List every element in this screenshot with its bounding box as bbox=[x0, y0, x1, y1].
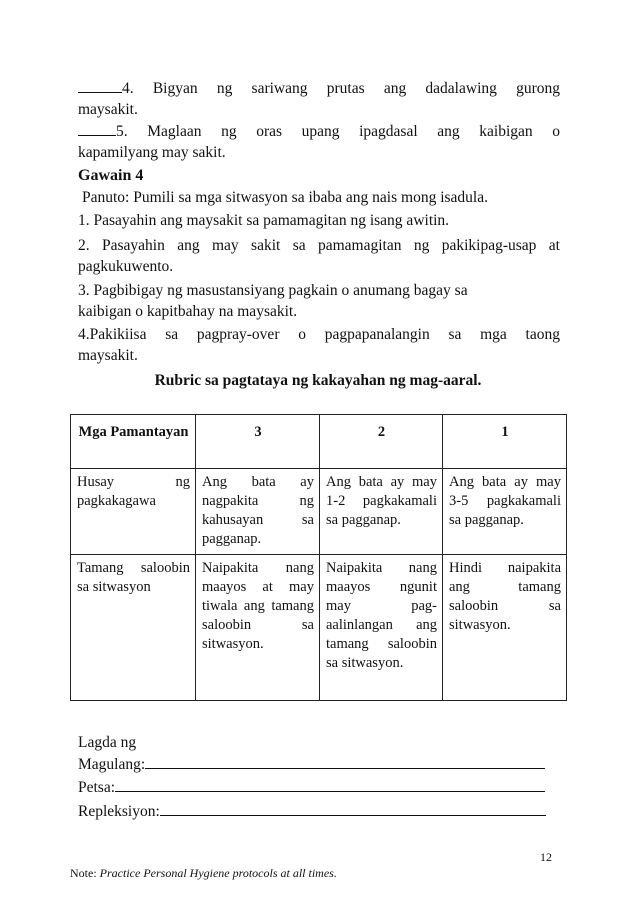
option-4-line1: 4.Pakikiisa sa pagpray-over o pagpapanalangin sa mga taong bbox=[78, 326, 560, 343]
table-row bbox=[71, 469, 567, 555]
repleksiyon-line bbox=[78, 800, 546, 822]
option-3-line1: 3. Pagbibigay ng masustansiyang pagkain o anumang bagay sa bbox=[78, 282, 468, 299]
panuto-text: Panuto: Pumili sa mga sitwasyon sa ibaba ang nais mong isadula. bbox=[82, 189, 488, 206]
option-2-line2: pagkukuwento. bbox=[78, 258, 174, 275]
note-label: Note: bbox=[70, 866, 97, 880]
rubric-title: Rubric sa pagtataya ng kakayahan ng mag-aaral. bbox=[154, 372, 482, 389]
item-4-line bbox=[78, 78, 560, 99]
option-2-line1: 2. Pasayahin ang may sakit sa pamamagitan ng pakikipag-usap at bbox=[78, 237, 560, 254]
petsa-signature-line bbox=[115, 776, 545, 792]
table-cell: Hindi naipakita ang tamang saloobin sa sitwasyon. bbox=[443, 555, 567, 701]
option-1: 1. Pasayahin ang maysakit sa pamamagitan ng isang awitin. bbox=[78, 212, 450, 229]
item-5-text: 5. Maglaan ng oras upang ipagdasal ang kaibigan o bbox=[116, 123, 560, 140]
rubric-header-row bbox=[71, 415, 567, 469]
table-cell: Husay ng pagkakagawa bbox=[71, 469, 196, 555]
repleksiyon-label: Repleksiyon: bbox=[78, 803, 160, 820]
page-number: 12 bbox=[540, 850, 552, 864]
table-row bbox=[71, 555, 567, 701]
header-score-1: 1 bbox=[443, 415, 567, 469]
item-5-blank bbox=[78, 123, 116, 140]
rubric-table bbox=[70, 414, 567, 701]
table-cell: Ang bata ay may 1-2 pagkakamali sa pagganap. bbox=[320, 469, 443, 555]
table-cell: Ang bata ay nagpakita ng kahusayan sa pagganap. bbox=[196, 469, 320, 555]
footer-note bbox=[70, 866, 337, 881]
petsa-line bbox=[78, 776, 545, 798]
lagda-label-line1: Lagda ng bbox=[78, 734, 137, 751]
item-5-line bbox=[78, 121, 560, 142]
lagda-line bbox=[78, 753, 545, 775]
repleksiyon-signature-line bbox=[160, 800, 546, 816]
item-5-continuation: kapamilyang may sakit. bbox=[78, 144, 226, 161]
table-cell: Naipakita nang maayos at may tiwala ang tamang saloobin sa sitwasyon. bbox=[196, 555, 320, 701]
table-cell: Tamang saloobin sa sitwasyon bbox=[71, 555, 196, 701]
note-text: Practice Personal Hygiene protocols at all times. bbox=[99, 866, 337, 880]
option-3-line2: kaibigan o kapitbahay na maysakit. bbox=[78, 303, 298, 320]
header-score-2: 2 bbox=[320, 415, 443, 469]
lagda-signature-line bbox=[145, 753, 545, 769]
option-4-line2: maysakit. bbox=[78, 347, 138, 364]
table-cell: Ang bata ay may 3-5 pagkakamali sa pagganap. bbox=[443, 469, 567, 555]
item-4-text: 4. Bigyan ng sariwang prutas ang dadalawing gurong bbox=[122, 80, 560, 97]
table-cell: Naipakita nang maayos ngunit may pag-aalinlangan ang tamang saloobin sa sitwasyon. bbox=[320, 555, 443, 701]
header-score-3: 3 bbox=[196, 415, 320, 469]
item-4-blank bbox=[78, 80, 122, 97]
petsa-label: Petsa: bbox=[78, 779, 116, 796]
gawain-title: Gawain 4 bbox=[78, 167, 144, 184]
lagda-label: Magulang: bbox=[78, 756, 146, 773]
item-4-continuation: maysakit. bbox=[78, 101, 138, 118]
header-pamantayan: Mga Pamantayan bbox=[71, 415, 196, 469]
